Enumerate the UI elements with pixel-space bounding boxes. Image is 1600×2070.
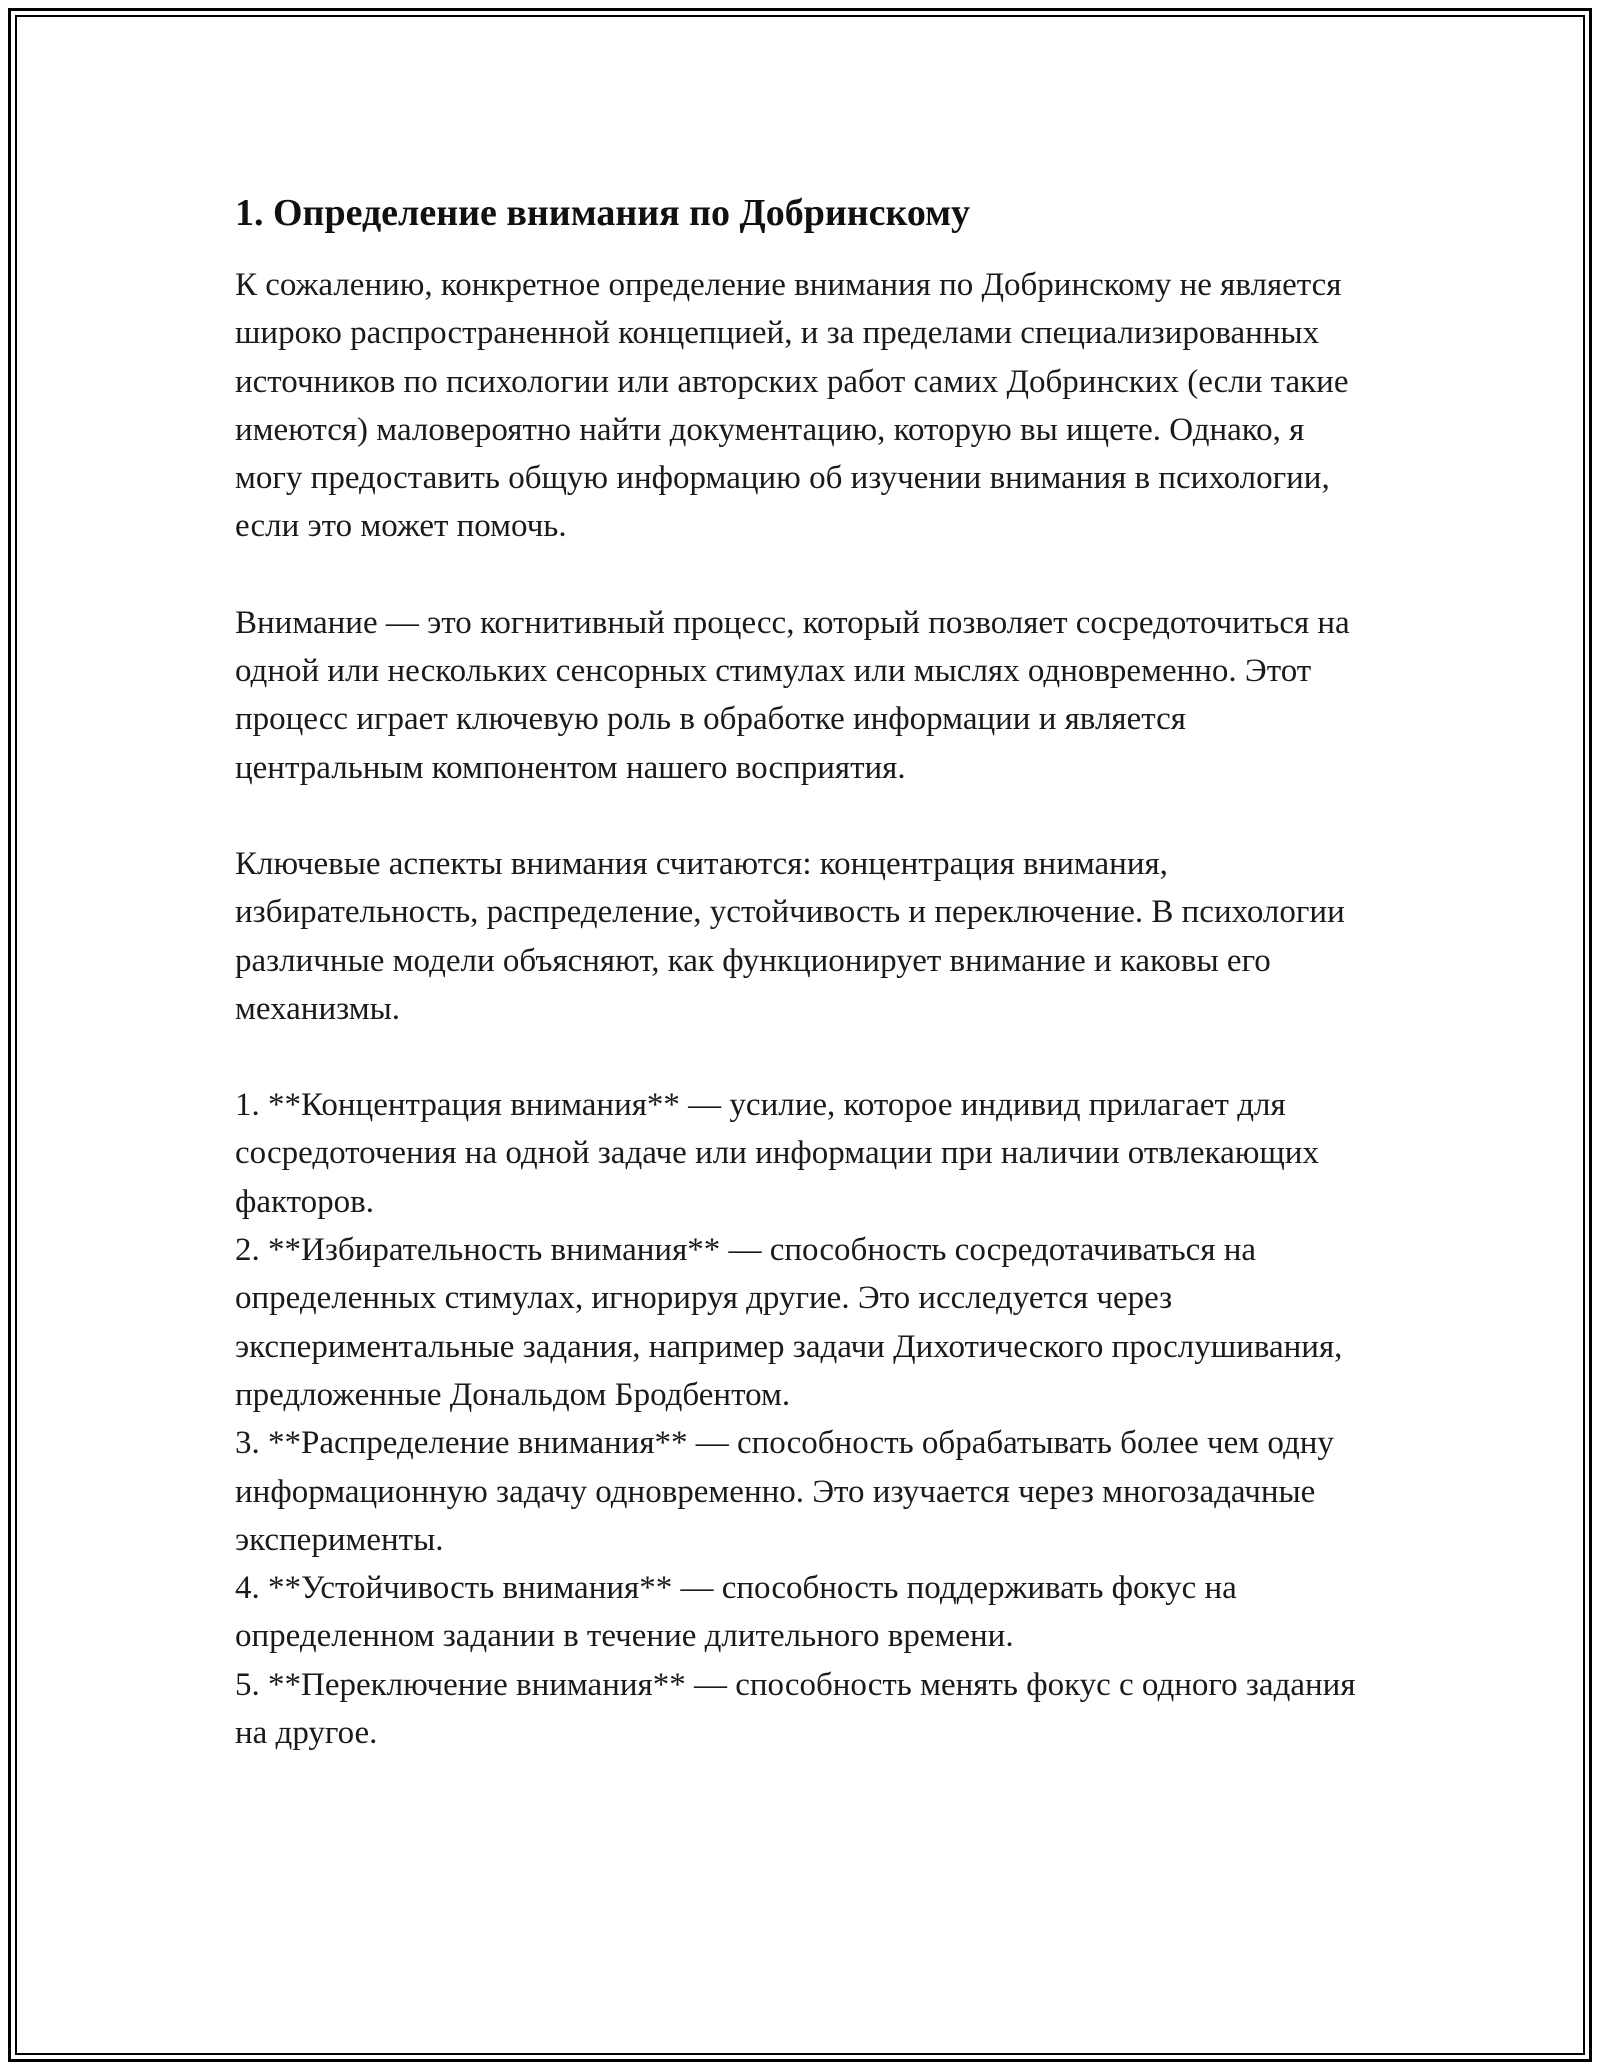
list-item: 4. **Устойчивость внимания** — способность поддерживать фокус на определенном задании в течение длительного времени.: [235, 1570, 1237, 1655]
paragraph-intro: К сожалению, конкретное определение внимания по Добринскому не является широко распространенной концепцией, и за пределами специализированных источников по психологии или авторских работ самих Добринских (если такие имеются) маловероятно найти документацию, которую вы ищете. Однако, я могу предоставить общую информацию об изучении внимания в психологии, если это может помочь.: [235, 267, 1349, 545]
aspects-list: [235, 1081, 1365, 1757]
list-item: 1. **Концентрация внимания** — усилие, которое индивид прилагает для сосредоточения на одной задаче или информации при наличии отвлекающих факторов.: [235, 1087, 1319, 1220]
document-body: [235, 185, 1365, 1757]
document-title: 1. Определение внимания по Добринскому: [235, 192, 971, 234]
paragraph-key-aspects: Ключевые аспекты внимания считаются: концентрация внимания, избирательность, распределение, устойчивость и переключение. В психологии различные модели объясняют, как функционирует внимание и каковы его механизмы.: [235, 845, 1345, 1027]
paragraph-definition: Внимание — это когнитивный процесс, который позволяет сосредоточиться на одной или нескольких сенсорных стимулах или мыслях одновременно. Этот процесс играет ключевую роль в обработке информации и является центральным компонентом нашего восприятия.: [235, 604, 1350, 786]
list-item: 3. **Распределение внимания** — способность обрабатывать более чем одну информационную задачу одновременно. Это изучается через многозадачные эксперименты.: [235, 1425, 1334, 1558]
list-item: 2. **Избирательность внимания** — способность сосредотачиваться на определенных стимулах, игнорируя другие. Это исследуется через экспериментальные задания, например задачи Дихотического прослушивания, предложенные Дональдом Бродбентом.: [235, 1232, 1343, 1413]
list-item: 5. **Переключение внимания** — способность менять фокус с одного задания на другое.: [235, 1666, 1356, 1752]
